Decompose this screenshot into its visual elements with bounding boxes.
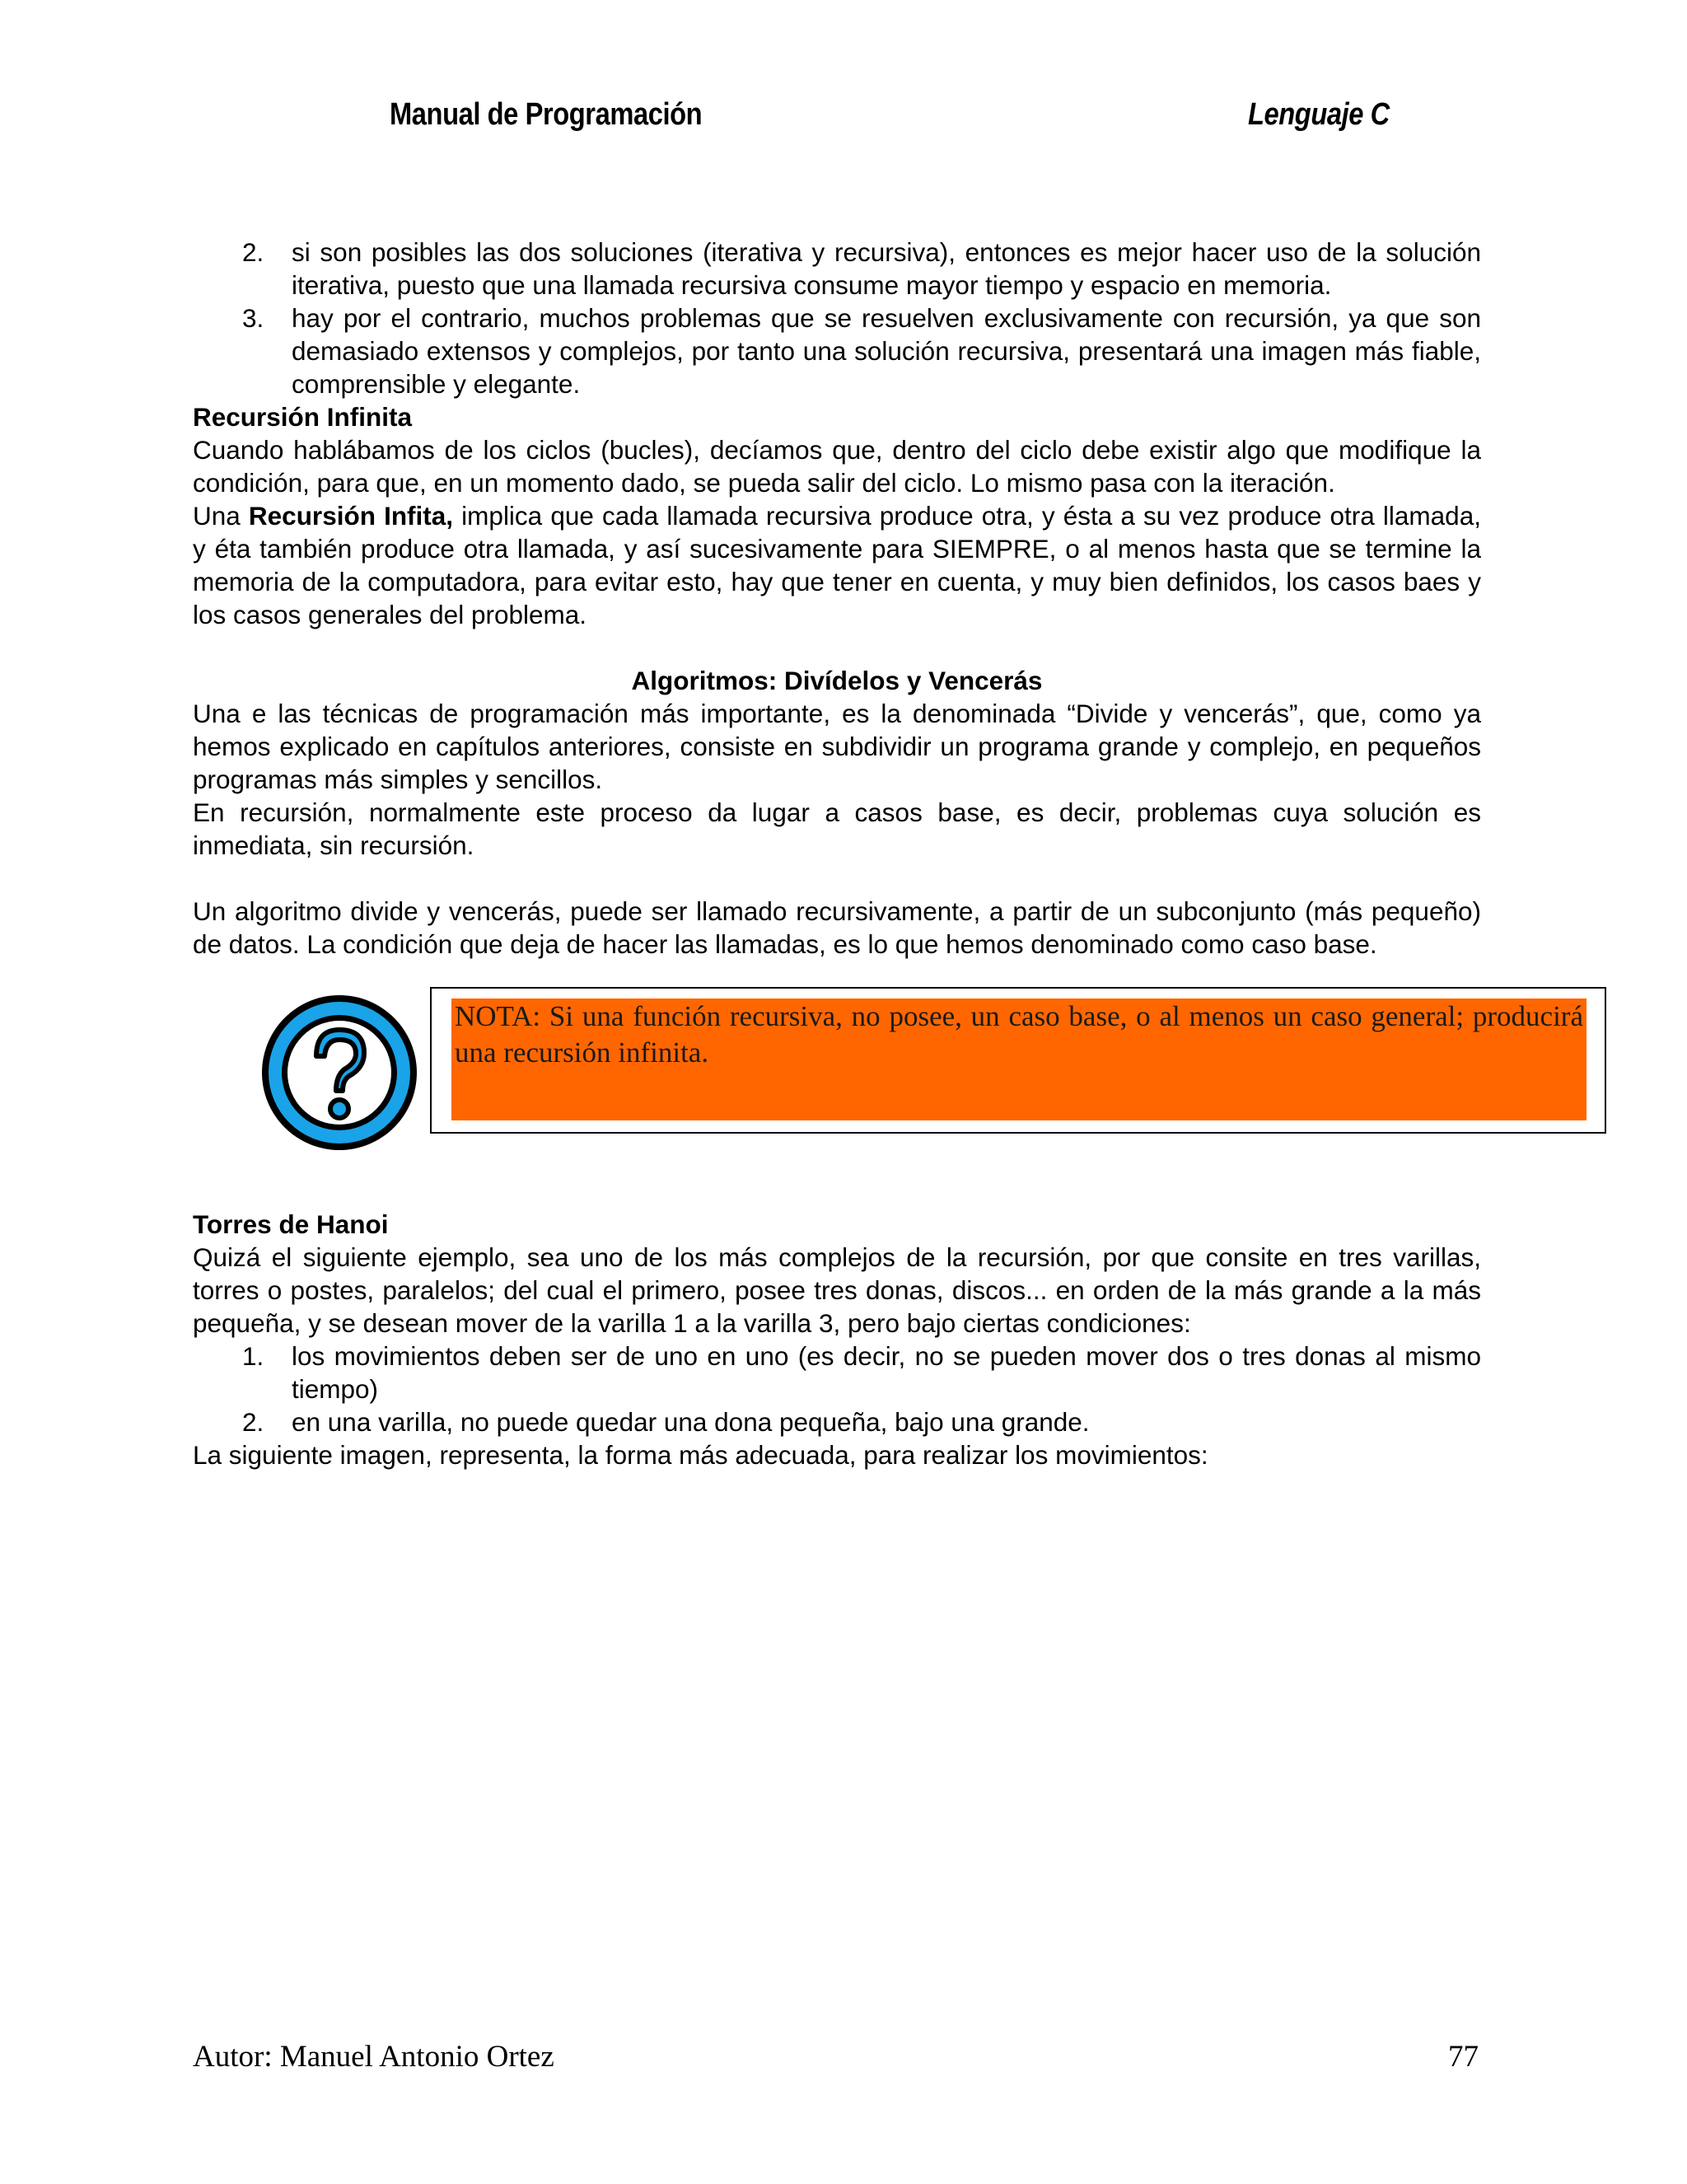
list-item-text: los movimientos deben ser de uno en uno (es decir, no se pueden mover dos o tres donas al mismo tiempo) (292, 1341, 1481, 1404)
footer-author: Autor: Manuel Antonio Ortez (193, 2040, 554, 2074)
list-item-number: 1. (242, 1341, 264, 1371)
paragraph-hanoi-image-intro: La siguiente imagen, representa, la forma más adecuada, para realizar los movimientos: (193, 1440, 1208, 1470)
footer-page-number: 77 (1448, 2040, 1479, 2074)
list-item (193, 302, 1481, 400)
paragraph-casos-base: En recursión, normalmente este proceso da lugar a casos base, es decir, problemas cuya solución es inmediata, sin recursión. (193, 797, 1481, 860)
list-item-text: hay por el contrario, muchos problemas que se resuelven exclusivamente con recursión, ya que son demasiado extensos y complejos, por tanto una solución recursiva, presentará una imagen más fiable, comprensible y elegante. (292, 303, 1481, 399)
list-item-number: 2. (242, 237, 264, 267)
heading-recursion-infinita: Recursión Infinita (193, 402, 413, 432)
heading-algoritmos: Algoritmos: Divídelos y Vencerás (631, 666, 1043, 695)
heading-torres-hanoi: Torres de Hanoi (193, 1209, 389, 1239)
conditions-list (193, 236, 1481, 400)
header-language-title: Lenguaje C (1248, 97, 1390, 132)
paragraph-recursion-infita (193, 499, 1481, 631)
list-item (193, 236, 1481, 302)
list-item (193, 1340, 1481, 1405)
paragraph-divide-venceras: Una e las técnicas de programación más importante, es la denominada “Divide y vencerás”, que, como ya hemos explicado en capítulos anteriores, consiste en subdividir un programa grande y complejo, en pequeños programas más simples y sencillos. (193, 699, 1481, 794)
paragraph-algoritmo-recursivo: Un algoritmo divide y vencerás, puede ser llamado recursivamente, a partir de un subconjunto (más pequeño) de datos. La condición que deja de hacer las llamadas, es lo que hemos denominado como caso base. (193, 896, 1481, 959)
list-item-text: en una varilla, no puede quedar una dona pequeña, bajo una grande. (292, 1407, 1090, 1437)
paragraph-ciclos: Cuando hablábamos de los ciclos (bucles), decíamos que, dentro del ciclo debe existir algo que modifique la condición, para que, en un momento dado, se pueda salir del ciclo. Lo mismo pasa con la iteración. (193, 435, 1481, 498)
list-item-text: si son posibles las dos soluciones (iterativa y recursiva), entonces es mejor hacer uso de la solución iterativa, puesto que una llamada recursiva consume mayor tiempo y espacio en memoria. (292, 237, 1481, 300)
bold-term: Recursión Infita, (248, 501, 454, 531)
list-item (193, 1405, 1481, 1438)
list-item-number: 3. (242, 303, 264, 333)
text-prefix: Una (193, 501, 249, 531)
text-rest: implica que cada llamada recursiva produce otra, y ésta a su vez produce otra llamada, y éta también produce otra llamada, y así sucesivamente para SIEMPRE, o al menos hasta que se termine la memoria de la computadora, para evitar esto, hay que tener en cuenta, y muy bien definidos, los casos baes y los casos generales del problema. (193, 501, 1481, 629)
page-content (193, 236, 1583, 1471)
note-callout (193, 984, 1583, 1181)
list-item-number: 2. (242, 1407, 264, 1437)
paragraph-hanoi-intro: Quizá el siguiente ejemplo, sea uno de los más complejos de la recursión, por que consite en tres varillas, torres o postes, paralelos; del cual el primero, posee tres donas, discos... en orden de la más grande a la más pequeña, y se desean mover de la varilla 1 a la varilla 3, pero bajo ciertas condiciones: (193, 1242, 1481, 1338)
header-manual-title: Manual de Programación (390, 97, 703, 132)
note-text: NOTA: Si una función recursiva, no posee, un caso base, o al menos un caso general; producirá una recursión infinita. (451, 998, 1587, 1120)
note-box (430, 987, 1606, 1134)
question-mark-icon (257, 990, 422, 1155)
hanoi-conditions-list (193, 1340, 1481, 1438)
